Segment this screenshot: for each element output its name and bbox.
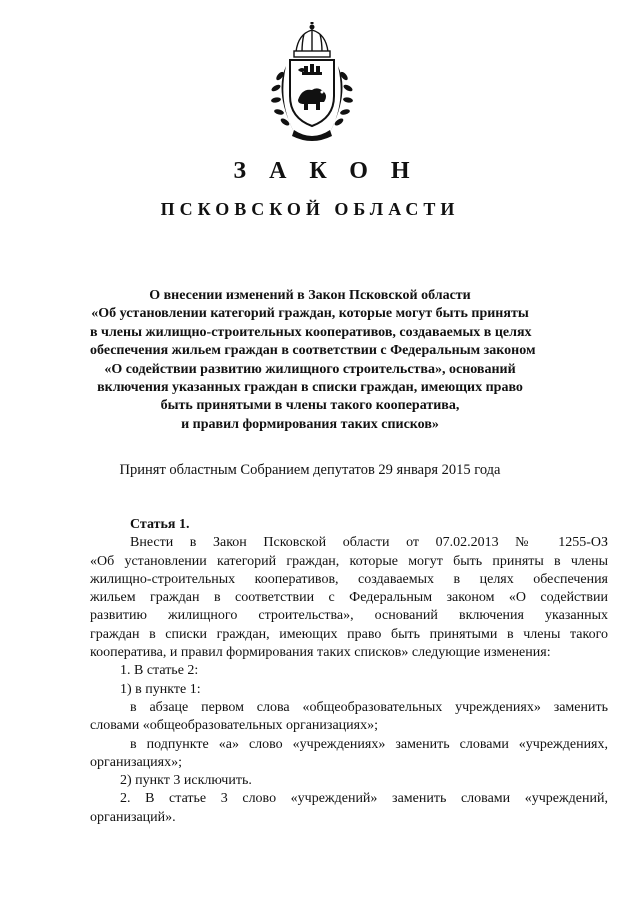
heading-line: «О содействии развитию жилищного строительства», оснований: [104, 361, 516, 377]
heading-line: О внесении изменений в Закон Псковской области: [149, 288, 471, 303]
heading-line: в члены жилищно-строительных кооперативов, создаваемых в целях: [90, 324, 532, 340]
article-line: Внести в Закон Псковской области от 07.02.2013 № 1255-ОЗ: [130, 535, 608, 551]
article-line: «Об установлении категорий граждан, которые могут быть приняты в члены: [90, 553, 608, 569]
article-line: граждан в списки граждан, имеющих право быть принятыми в члены такого: [90, 626, 608, 642]
article-line: 2. В статье 3 слово «учреждений» заменить словами «учреждений,: [120, 791, 608, 807]
law-title: ЗАКОН: [233, 158, 433, 184]
article-body: [90, 516, 608, 827]
article-line: организаций».: [90, 809, 176, 825]
heading-line: обеспечения жильем граждан в соответствии с Федеральным законом: [90, 343, 536, 359]
article-line: жильем граждан в соответствии с Федеральным законом «О содействии: [90, 590, 608, 606]
article-line: 1. В статье 2:: [120, 663, 199, 679]
article-line: организациях»;: [90, 754, 182, 770]
article-line: в абзаце первом слова «общеобразовательных учреждениях» заменить: [130, 699, 608, 715]
heading-line: и правил формирования таких списков»: [181, 416, 439, 432]
adoption-note: Принят областным Собранием депутатов 29 января 2015 года: [119, 462, 501, 478]
heading-line: включения указанных граждан в списки граждан, имеющих право: [97, 380, 523, 396]
article-line: развитию жилищного строительства», оснований включения указанных: [90, 608, 608, 624]
heading-line: «Об установлении категорий граждан, которые могут быть приняты: [91, 306, 529, 322]
article-line: жилищно-строительных кооперативов, создаваемых в целях обеспечения: [90, 571, 608, 587]
article-line: 2) пункт 3 исключить.: [120, 773, 252, 789]
article-line: кооператива, и правил формирования таких списков» следующие изменения:: [90, 645, 551, 661]
article-line: словами «общеобразовательных организациях»;: [90, 718, 378, 734]
article-title: Статья 1.: [130, 517, 190, 532]
heading-line: быть принятыми в члены такого кооператива,: [160, 398, 460, 414]
law-heading: [90, 287, 536, 434]
pskov-coat-of-arms-icon: [258, 22, 366, 146]
article-line: 1) в пункте 1:: [120, 681, 201, 697]
region-title: ПСКОВСКОЙ ОБЛАСТИ: [160, 199, 460, 219]
article-line: в подпункте «а» слово «учреждениях» заменить словами «учреждениях,: [130, 736, 608, 752]
